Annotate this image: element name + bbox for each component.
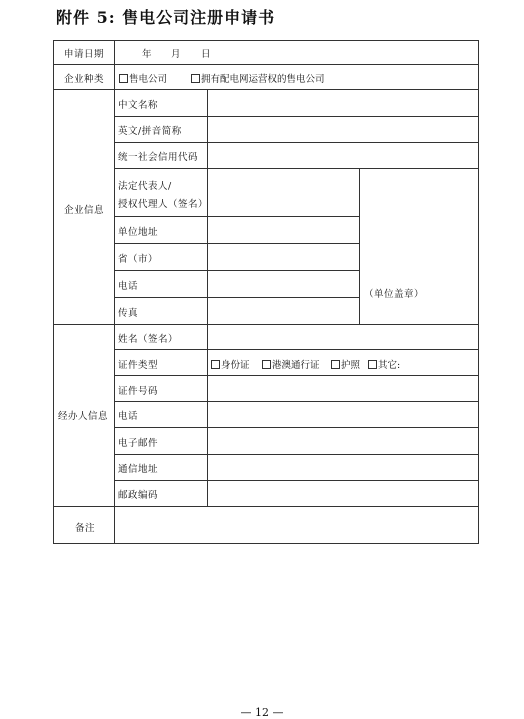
- checkbox-icon: [211, 360, 220, 369]
- row-divider: [53, 506, 479, 507]
- id-type-option-passport[interactable]: 护照: [331, 357, 360, 371]
- id-type-option-id-card[interactable]: 身份证: [211, 357, 250, 371]
- company-type-option-distribution[interactable]: 拥有配电网运营权的售电公司: [191, 71, 325, 85]
- column-divider: [207, 89, 208, 506]
- row-divider: [114, 270, 359, 271]
- row-divider: [114, 116, 479, 117]
- field-cn-name-label: 中文名称: [118, 100, 159, 111]
- row-divider: [53, 89, 479, 90]
- agent-email-label: 电子邮件: [118, 438, 159, 449]
- apply-date-label: 申请日期: [64, 49, 105, 60]
- company-type-label: 企业种类: [64, 74, 105, 85]
- field-legal-rep-label-line1: 法定代表人/: [118, 181, 172, 192]
- checkbox-icon: [368, 360, 377, 369]
- row-divider: [114, 454, 479, 455]
- remarks-label: 备注: [75, 523, 96, 534]
- field-credit-code-label: 统一社会信用代码: [118, 152, 199, 163]
- date-day-label: 日: [201, 49, 212, 60]
- date-year-label: 年: [142, 49, 153, 60]
- column-divider: [114, 40, 115, 544]
- agent-id-type-label: 证件类型: [118, 360, 159, 371]
- field-address-label: 单位地址: [118, 227, 159, 238]
- row-divider: [114, 142, 479, 143]
- row-divider: [114, 297, 359, 298]
- company-info-label: 企业信息: [64, 205, 105, 216]
- field-fax-label: 传真: [118, 308, 139, 319]
- seal-label: （单位盖章）: [364, 289, 425, 300]
- row-divider: [114, 401, 479, 402]
- row-divider: [114, 168, 479, 169]
- company-type-option-retail[interactable]: 售电公司: [119, 71, 167, 85]
- checkbox-icon: [191, 74, 200, 83]
- date-month-label: 月: [171, 49, 182, 60]
- document-title: 附件 5: 售电公司注册申请书: [56, 8, 276, 27]
- checkbox-icon: [331, 360, 340, 369]
- column-divider: [359, 168, 360, 324]
- row-divider: [53, 324, 479, 325]
- checkbox-icon: [262, 360, 271, 369]
- agent-phone-label: 电话: [118, 411, 139, 422]
- row-divider: [53, 64, 479, 65]
- field-province-label: 省（市）: [118, 254, 159, 265]
- agent-name-label: 姓名（签名）: [118, 334, 179, 345]
- agent-id-number-label: 证件号码: [118, 386, 159, 397]
- agent-mail-address-label: 通信地址: [118, 464, 159, 475]
- checkbox-icon: [119, 74, 128, 83]
- row-divider: [114, 216, 359, 217]
- agent-postcode-label: 邮政编码: [118, 490, 159, 501]
- id-type-option-other[interactable]: 其它:: [368, 357, 400, 371]
- row-divider: [114, 480, 479, 481]
- row-divider: [114, 243, 359, 244]
- row-divider: [114, 427, 479, 428]
- agent-info-label: 经办人信息: [58, 411, 109, 422]
- id-type-option-hk-macau-permit[interactable]: 港澳通行证: [262, 357, 320, 371]
- row-divider: [114, 349, 479, 350]
- row-divider: [114, 375, 479, 376]
- field-en-name-label: 英文/拼音简称: [118, 126, 182, 137]
- page-number: — 12 —: [240, 706, 284, 719]
- field-phone-label: 电话: [118, 281, 139, 292]
- field-legal-rep-label-line2: 授权代理人（签名）: [118, 199, 209, 210]
